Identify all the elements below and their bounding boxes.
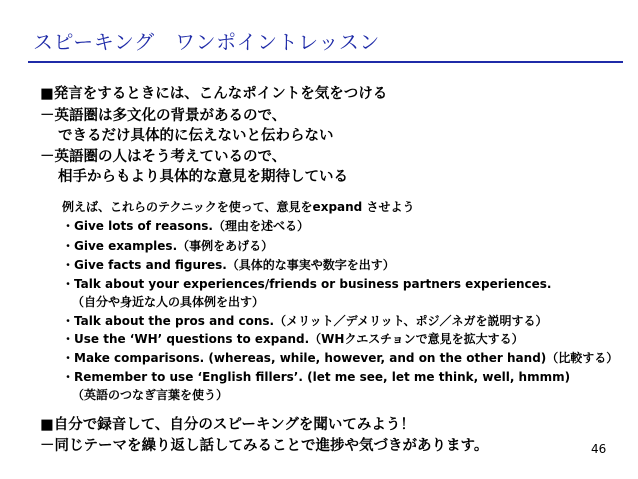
example-item: （自分や身近な人の具体例を出す） — [72, 295, 265, 309]
page-number: 46 — [591, 442, 607, 456]
section1-line1: －英語圏は多文化の背景があるので、 — [40, 108, 287, 124]
example-item: ・Make comparisons. (whereas, while, however, and on the other hand)（比較する） — [62, 351, 619, 365]
example-item: ・Give examples.（事例をあげる） — [62, 239, 274, 253]
section2-line1: －同じテーマを繰り返し話してみることで進捗や気づきがあります。 — [40, 438, 489, 454]
title-rule — [28, 61, 623, 63]
example-item: ・Use the ‘WH’ questions to expand.（WHクエスチョンで意見を拡大する） — [62, 332, 524, 346]
section1-heading: ■発言をするときには、こんなポイントを気をつける — [40, 86, 388, 102]
example-item: （英語のつなぎ言葉を使う） — [72, 388, 229, 402]
example-item: ・Give facts and figures.（具体的な事実や数字を出す） — [62, 258, 395, 272]
examples-intro: 例えば、これらのテクニックを使って、意見をexpand させよう — [62, 200, 415, 214]
section1-line3: －英語圏の人はそう考えているので、 — [40, 149, 287, 165]
section2-heading: ■自分で録音して、自分のスピーキングを聞いてみよう！ — [40, 417, 415, 433]
section1-line4: 相手からもより具体的な意見を期待している — [58, 169, 348, 185]
slide-title: スピーキング ワンポイントレッスン — [33, 30, 380, 54]
example-item: ・Remember to use ‘English fillers’. (let me see, let me think, well, hmmm) — [62, 370, 571, 384]
example-item: ・Give lots of reasons.（理由を述べる） — [62, 219, 309, 233]
section1-line2: できるだけ具体的に伝えないと伝わらない — [58, 128, 334, 144]
example-item: ・Talk about your experiences/friends or business partners experiences. — [62, 277, 552, 291]
example-item: ・Talk about the pros and cons.（メリット／デメリット、ポジ／ネガを説明する） — [62, 314, 548, 328]
